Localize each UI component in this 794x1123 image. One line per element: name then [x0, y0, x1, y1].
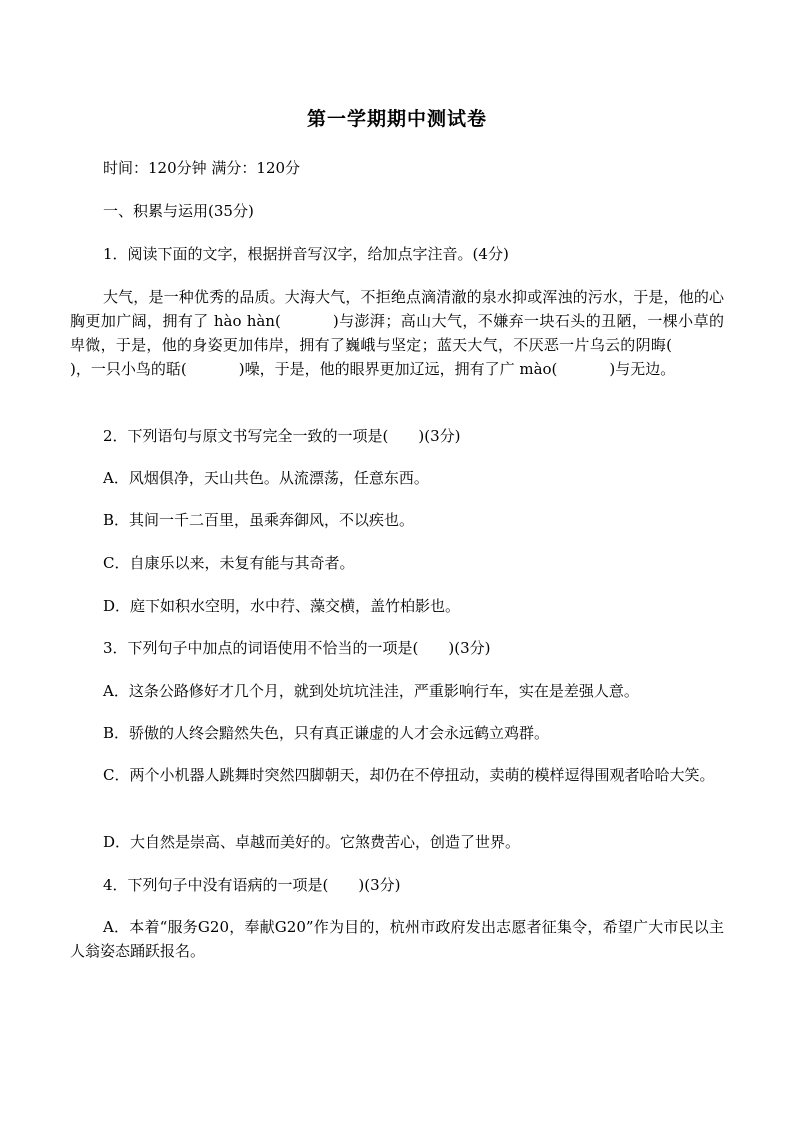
- question-2-stem: 2．下列语句与原文书写完全一致的一项是( )(3分): [103, 427, 461, 445]
- question-2-option-a: A．风烟俱净，天山共色。从流漂荡，任意东西。: [103, 469, 429, 487]
- question-3-option-d: D．大自然是崇高、卓越而美好的。它煞费苦心，创造了世界。: [103, 833, 521, 851]
- question-3-option-c: C．两个小机器人跳舞时突然四脚朝天，却仍在不停扭动，卖萌的模样逗得围观者哈哈大笑。: [103, 766, 715, 784]
- question-2-option-b: B．其间一千二百里，虽乘奔御风，不以疾也。: [103, 511, 415, 529]
- question-2-option-d: D．庭下如积水空明，水中荇、藻交横，盖竹柏影也。: [103, 597, 461, 615]
- question-3-option-b: B．骄傲的人终会黯然失色，只有真正谦虚的人才会永远鹤立鸡群。: [103, 724, 550, 742]
- question-4-option-a: A．本着“服务G20，奉献G20”作为目的，杭州市政府发出志愿者征集令，希望广大市民以主人翁姿态踊跃报名。: [70, 918, 724, 960]
- question-1-passage: [70, 285, 724, 381]
- exam-meta: 时间：120分钟 满分：120分: [103, 159, 301, 177]
- question-4-stem: 4．下列句子中没有语病的一项是( )(3分): [103, 876, 401, 894]
- question-3-option-a: A．这条公路修好才几个月，就到处坑坑洼洼，严重影响行车，实在是差强人意。: [103, 682, 639, 700]
- passage-part-3: )，一只小鸟的聒(: [70, 360, 187, 378]
- question-2-option-c: C．自康乐以来，未复有能与其奇者。: [103, 554, 355, 572]
- passage-part-2: )与澎湃；高山大气，不嫌弃一块石头的丑陋，一棵小草的卑微，于是，他的身姿更加伟岸，拥有了巍峨与坚定；蓝天大气，不厌恶一片乌云的阴晦(: [70, 312, 724, 354]
- section-heading: 一、积累与运用(35分): [103, 202, 254, 220]
- page-title: 第一学期期中测试卷: [306, 108, 487, 130]
- passage-part-4: )噪，于是，他的眼界更加辽远，拥有了广 mào(: [238, 360, 558, 378]
- question-3-stem: 3．下列句子中加点的词语使用不恰当的一项是( )(3分): [103, 639, 491, 657]
- passage-part-1: 大气，是一种优秀的品质。大海大气，不拒绝点滴清澈的泉水抑或浑浊的污水，于是，他的心胸更加广阔，拥有了 hào hàn(: [70, 288, 724, 330]
- question-1-stem: 1．阅读下面的文字，根据拼音写汉字，给加点字注音。(4分): [103, 245, 509, 263]
- passage-part-5: )与无边。: [609, 360, 676, 378]
